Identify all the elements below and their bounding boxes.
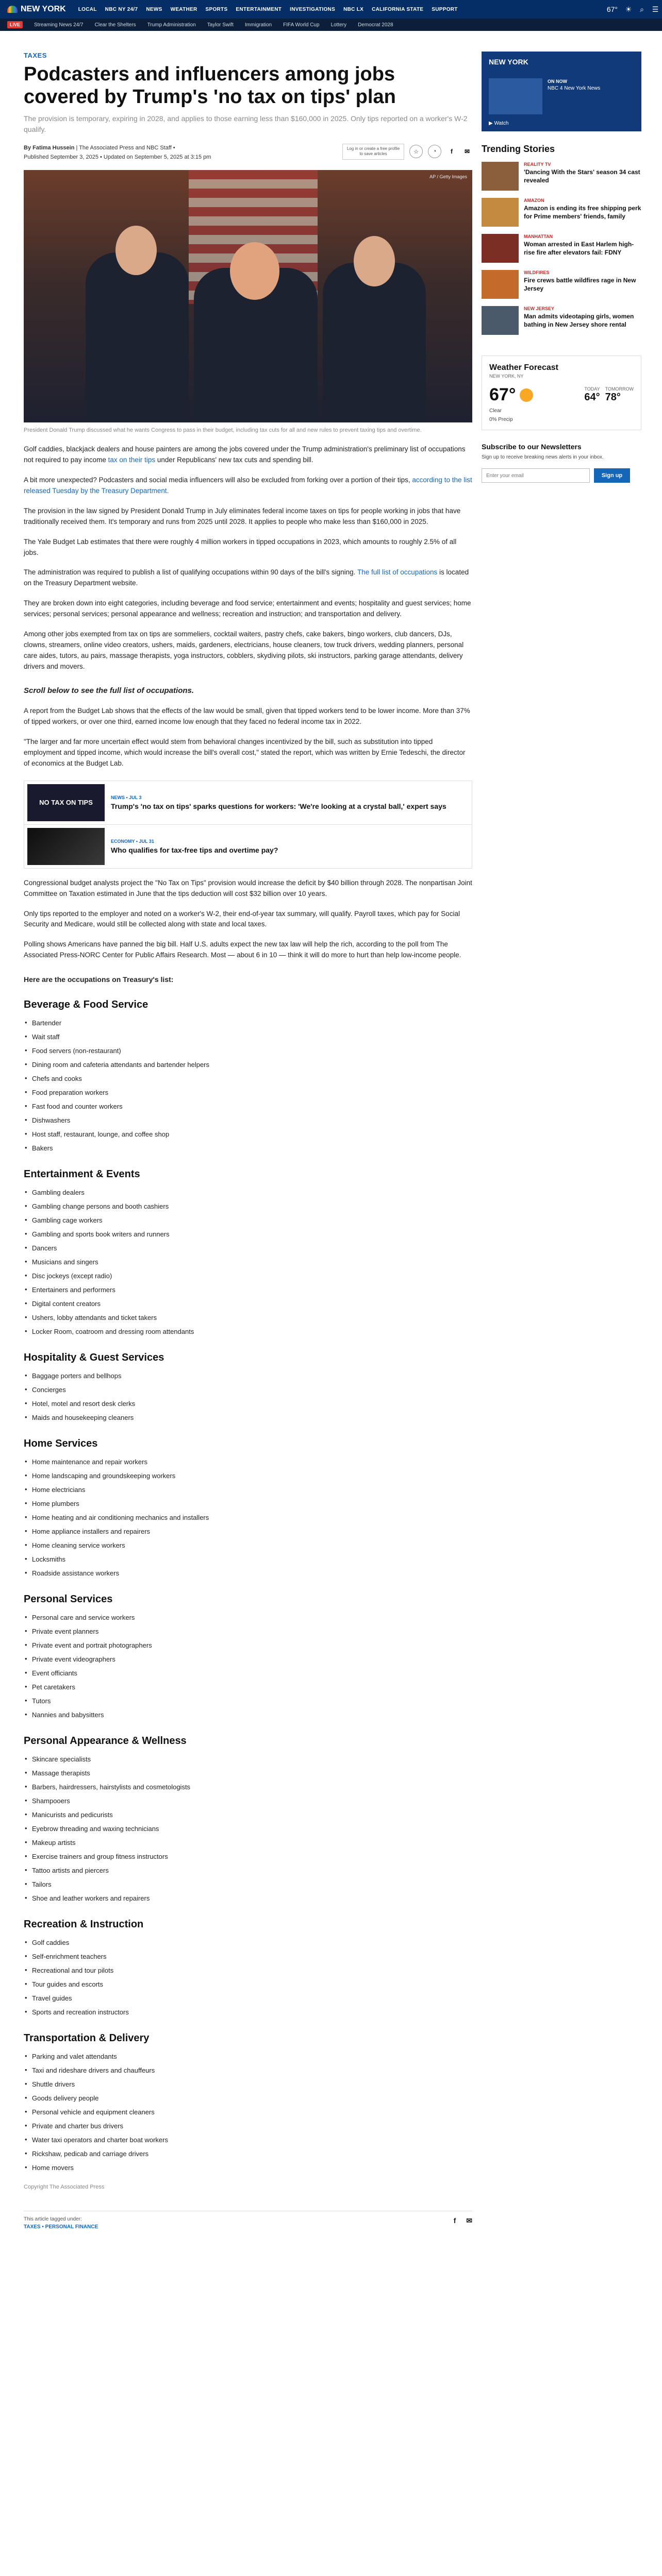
text: is located on the Treasury Department website.: [24, 568, 469, 587]
trending-text: [524, 162, 641, 191]
trending-item[interactable]: [482, 306, 641, 335]
occupation-item: • Private event and portrait photographers: [24, 1638, 472, 1652]
weather-card[interactable]: [482, 355, 641, 430]
occupation-category: Transportation & Delivery: [24, 2032, 150, 2044]
paragraph: "The larger and far more uncertain effect would stem from behavioral changes incentivized by the bill, such as substitution into tipped employment and tipped income, which would increase the bill's overall cost," stated the report, which was written by Ernie Tedeschi, the director of economics at the Budget Lab.: [24, 737, 466, 767]
occupation-item: • Recreational and tour pilots: [24, 1963, 472, 1977]
trending-link[interactable]: Immigration: [244, 22, 272, 28]
occupation-item: • Host staff, restaurant, lounge, and coffee shop: [24, 1127, 472, 1141]
bottom-share: [454, 2216, 472, 2225]
newsletter-title: Subscribe to our Newsletters: [482, 443, 582, 451]
occupation-item: • Roadside assistance workers: [24, 1566, 472, 1580]
image-credit: AP / Getty Images: [429, 174, 467, 180]
occupation-items: [24, 1752, 472, 1905]
tag-links[interactable]: TAXES • PERSONAL FINANCE: [24, 2224, 98, 2230]
occupation-item: • Tutors: [24, 1694, 472, 1708]
nav-link-weather[interactable]: WEATHER: [170, 6, 197, 12]
occupation-item: • Baggage porters and bellhops: [24, 1369, 472, 1383]
weather-precip: 0% Precip: [489, 417, 513, 422]
trending-item[interactable]: [482, 162, 641, 191]
nav-link-support[interactable]: SUPPORT: [432, 6, 458, 12]
author-name[interactable]: By Fatima Hussein: [24, 144, 75, 151]
occupation-category: Personal Appearance & Wellness: [24, 1735, 187, 1747]
occupation-item: • Dishwashers: [24, 1113, 472, 1127]
email-icon[interactable]: ✉: [466, 2216, 472, 2225]
occupation-item: • Home electricians: [24, 1483, 472, 1497]
occupation-item: • Rickshaw, pedicab and carriage drivers: [24, 2147, 472, 2161]
related-text: [111, 795, 446, 810]
person-left: [86, 252, 189, 422]
trending-link[interactable]: Trump Administration: [147, 22, 196, 28]
nav-link-nbc-lx[interactable]: NBC LX: [343, 6, 364, 12]
occupation-item: • Bartender: [24, 1016, 472, 1030]
paragraph: Congressional budget analysts project the "No Tax on Tips" provision would increase the deficit by $40 billion through 2028. The nonpartisan Joint Committee on Taxation estimated in June that the tips deduction will cost $32 billion over 10 years.: [24, 878, 472, 897]
occupation-item: • Shampooers: [24, 1794, 472, 1808]
occupation-item: • Shuttle drivers: [24, 2077, 472, 2091]
tagged-section: [24, 2211, 472, 2230]
tagged-info: [24, 2216, 98, 2230]
trending-text: [524, 198, 641, 227]
weather-location: NEW YORK, NY: [489, 374, 524, 379]
signup-button[interactable]: Sign up: [594, 468, 630, 483]
text: under Republicans' new tax cuts and spending bill.: [155, 456, 313, 464]
paragraph: Polling shows Americans have panned the big bill. Half U.S. adults expect the new tax law will help the rich, according to the poll from The Associated Press-NORC Center for Public Affairs Research. Most — about 6 in 10 — think it will do more to hurt than help low-income people.: [24, 940, 461, 959]
list-intro: Here are the occupations on Treasury's list:: [24, 975, 174, 984]
face-left: [115, 226, 157, 275]
publish-date: Published September 3, 2025 • Updated on September 5, 2025 at 3:15 pm: [24, 154, 211, 160]
occupation-item: • Bakers: [24, 1141, 472, 1155]
face-center: [230, 242, 279, 300]
save-article-prompt[interactable]: Log in or create a free profile to save articles: [342, 144, 404, 160]
occupation-item: • Maids and housekeeping cleaners: [24, 1411, 472, 1425]
top-nav: [0, 0, 662, 19]
trending-link[interactable]: Streaming News 24/7: [34, 22, 84, 28]
trending-category: WILDFIRES: [524, 270, 550, 275]
related-thumb: NO TAX ON TIPS: [27, 784, 105, 821]
trending-thumb: [482, 270, 519, 299]
paragraph: A report from the Budget Lab shows that the effects of the law would be small, given that tipped workers tend to be lower income. More than 37% of tipped workers, or over one third, earned income low enough that they faced no federal income tax in 2022.: [24, 707, 470, 726]
forecast-temp: 64°: [584, 392, 600, 403]
occupation-category: Home Services: [24, 1437, 98, 1449]
occupation-item: • Private and charter bus drivers: [24, 2119, 472, 2133]
newsletter-signup: [482, 443, 641, 483]
occupation-item: • Exercise trainers and group fitness instructors: [24, 1850, 472, 1863]
search-icon[interactable]: ⌕: [640, 5, 644, 13]
scroll-note: Scroll below to see the full list of occupations.: [24, 686, 194, 695]
occupation-item: • Home cleaning service workers: [24, 1538, 472, 1552]
weather-condition: Clear: [489, 408, 502, 414]
sidebar: [482, 52, 641, 483]
trending-category: REALITY TV: [524, 162, 551, 167]
occupation-item: • Concierges: [24, 1383, 472, 1397]
trending-headline[interactable]: Fire crews battle wildfires rage in New Jersey: [524, 277, 636, 292]
occupation-item: • Home appliance installers and repairers: [24, 1524, 472, 1538]
nav-link-entertainment[interactable]: ENTERTAINMENT: [236, 6, 282, 12]
occupation-item: • Pet caretakers: [24, 1680, 472, 1694]
article-body: [24, 444, 472, 986]
promo-brand: NEW YORK: [489, 58, 528, 66]
paragraph: [24, 475, 472, 497]
occupation-item: • Fast food and counter workers: [24, 1099, 472, 1113]
occupation-items: [24, 1611, 472, 1722]
occupation-items: [24, 1185, 472, 1338]
sun-icon: ☀: [625, 5, 632, 13]
occupation-category: Beverage & Food Service: [24, 998, 148, 1010]
occupation-item: • Parking and valet attendants: [24, 2049, 472, 2063]
email-field[interactable]: [482, 468, 590, 483]
related-article[interactable]: [24, 781, 472, 825]
occupation-items: [24, 1369, 472, 1425]
occupation-item: • Personal care and service workers: [24, 1611, 472, 1624]
trending-link[interactable]: Democrat 2028: [358, 22, 393, 28]
sun-icon: [520, 388, 533, 402]
trending-thumb: [482, 234, 519, 263]
occupation-item: • Personal vehicle and equipment cleaners: [24, 2105, 472, 2119]
trending-text: [524, 270, 641, 299]
person-right: [323, 263, 426, 422]
related-article[interactable]: [24, 825, 472, 868]
paragraph: [24, 444, 472, 466]
occupation-item: • Private event planners: [24, 1624, 472, 1638]
occupation-item: • Home maintenance and repair workers: [24, 1455, 472, 1469]
occupation-item: • Musicians and singers: [24, 1255, 472, 1269]
occupation-item: • Gambling and sports book writers and runners: [24, 1227, 472, 1241]
occupation-item: • Gambling cage workers: [24, 1213, 472, 1227]
paragraph: The provision in the law signed by President Donald Trump in July eliminates federal income taxes on tips for people working in jobs that have traditionally received them. It's temporary and runs from 2025 until 2028. It applies to people who make less than $160,000 in 2025.: [24, 506, 461, 526]
email-icon[interactable]: ✉: [464, 148, 470, 156]
occupation-items: [24, 2049, 472, 2175]
related-text: [111, 839, 278, 854]
occupation-item: • Food servers (non-restaurant): [24, 1044, 472, 1058]
text: The administration was required to publish a list of qualifying occupations within 90 days of the bill's signing.: [24, 568, 357, 577]
nav-link-news[interactable]: NEWS: [146, 6, 162, 12]
occupation-item: • Eyebrow threading and waxing technicians: [24, 1822, 472, 1836]
paragraph: Among other jobs exempted from tax on tips are sommeliers, cocktail waiters, pastry chefs, cake bakers, bingo workers, club dancers, DJs, clowns, streamers, online video creators, ushers, maids, gardeners, electricians, house cleaners, tow truck drivers, wedding planners, personal care aides, tutors, au pairs, massage therapists, yoga instructors, cobblers, skydiving pilots, ski instructors, parking garage attendants, delivery drivers and movers.: [24, 630, 464, 670]
occupation-items: [24, 1936, 472, 2019]
occupation-category: Hospitality & Guest Services: [24, 1351, 164, 1363]
related-articles: [24, 781, 472, 869]
occupation-item: • Home movers: [24, 2161, 472, 2175]
trending-headline[interactable]: Man admits videotaping girls, women bathing in New Jersey shore rental: [524, 313, 634, 328]
paragraph: The Yale Budget Lab estimates that there were roughly 4 million workers in tipped occupations in 2023, which amounts to roughly 2.5% of all jobs.: [24, 537, 457, 556]
trending-link[interactable]: FIFA World Cup: [283, 22, 320, 28]
live-stream-promo[interactable]: [482, 52, 641, 131]
occupation-item: • Digital content creators: [24, 1297, 472, 1311]
site-logo[interactable]: [7, 5, 66, 14]
section-label[interactable]: TAXES: [24, 52, 47, 59]
trending-bar: [0, 19, 662, 31]
occupation-item: • Taxi and rideshare drivers and chauffeurs: [24, 2063, 472, 2077]
occupation-item: • Hotel, motel and resort desk clerks: [24, 1397, 472, 1411]
occupation-item: • Dancers: [24, 1241, 472, 1255]
text: Golf caddies, blackjack dealers and house painters are among the jobs covered under the Trump administration's preliminary list of occupations not required to pay income: [24, 445, 466, 464]
occupation-item: • Barbers, hairdressers, hairstylists and cosmetologists: [24, 1780, 472, 1794]
face-right: [354, 236, 395, 286]
occupation-item: • Chefs and cooks: [24, 1072, 472, 1086]
occupation-item: • Dining room and cafeteria attendants and bartender helpers: [24, 1058, 472, 1072]
related-tag: NEWS • JUL 3: [111, 794, 142, 800]
occupation-item: • Sports and recreation instructors: [24, 2005, 472, 2019]
trending-category: NEW JERSEY: [524, 306, 555, 311]
facebook-icon[interactable]: f: [453, 2216, 456, 2225]
forecast-temp: 78°: [605, 392, 621, 403]
occupation-item: • Makeup artists: [24, 1836, 472, 1850]
occupation-item: • Gambling dealers: [24, 1185, 472, 1199]
occupation-category: Recreation & Instruction: [24, 1918, 144, 1930]
inline-link[interactable]: tax on their tips: [108, 456, 156, 464]
occupation-item: • Locker Room, coatroom and dressing room attendants: [24, 1325, 472, 1338]
comment-icon[interactable]: ◔: [428, 145, 441, 158]
occupation-list: [24, 999, 472, 2175]
nav-link-sports[interactable]: SPORTS: [205, 6, 228, 12]
trending-text: [524, 306, 641, 335]
weather-now: 67°: [489, 385, 516, 404]
paragraph: They are broken down into eight categories, including beverage and food service; entertainment and events; hospitality and guest services; home services; personal services; personal appearance and wellness; recreation and instruction; and transportation and delivery.: [24, 599, 471, 618]
trending-link[interactable]: Lottery: [330, 22, 347, 28]
trending-list: [482, 162, 641, 335]
trending-category: MANHATTAN: [524, 234, 553, 239]
author-org: | The Associated Press and NBC Staff •: [76, 144, 175, 151]
forecast-label: TOMORROW: [605, 386, 634, 392]
occupation-item: • Travel guides: [24, 1991, 472, 2005]
paragraph: [24, 567, 472, 589]
trending-headline[interactable]: Amazon is ending its free shipping perk for Prime members' friends, family: [524, 205, 641, 220]
forecast-tomorrow: [605, 386, 634, 403]
share-tools: [342, 144, 472, 160]
inline-link[interactable]: according to the list released Tuesday by the Treasury Department.: [24, 476, 472, 495]
occupation-category: Personal Services: [24, 1593, 113, 1605]
occupation-item: • Home landscaping and groundskeeping workers: [24, 1469, 472, 1483]
on-now-title: NBC 4 New York News: [548, 85, 601, 91]
site-logo-text: NEW YORK: [21, 5, 66, 13]
copyright: Copyright The Associated Press: [24, 2183, 105, 2190]
forecast-today: [584, 386, 600, 403]
on-now-label: ON NOW: [548, 79, 567, 84]
hero-image: [24, 170, 472, 422]
occupation-item: • Tour guides and escorts: [24, 1977, 472, 1991]
byline-row: [24, 144, 472, 162]
newsletter-desc: Sign up to receive breaking news alerts in your inbox.: [482, 454, 604, 460]
related-title[interactable]: Trump's 'no tax on tips' sparks questions for workers: 'We're looking at a crystal ball,' expert says: [111, 802, 446, 810]
occupation-item: • Private event videographers: [24, 1652, 472, 1666]
trending-text: [524, 234, 641, 263]
nav-link-investigations[interactable]: INVESTIGATIONS: [290, 6, 336, 12]
occupation-item: • Shoe and leather workers and repairers: [24, 1891, 472, 1905]
occupation-item: • Nannies and babysitters: [24, 1708, 472, 1722]
bookmark-icon[interactable]: ☆: [409, 145, 423, 158]
related-tag: ECONOMY • JUL 31: [111, 838, 154, 844]
promo-watch[interactable]: ▶ Watch: [489, 121, 509, 126]
occupation-item: • Self-enrichment teachers: [24, 1950, 472, 1963]
inline-link[interactable]: The full list of occupations: [357, 568, 438, 577]
nav-weather-temp[interactable]: 67°: [606, 5, 618, 13]
occupation-item: • Entertainers and performers: [24, 1283, 472, 1297]
related-title[interactable]: Who qualifies for tax-free tips and overtime pay?: [111, 845, 278, 854]
occupation-item: • Tattoo artists and piercers: [24, 1863, 472, 1877]
headline: Podcasters and influencers among jobs covered by Trump's 'no tax on tips' plan: [24, 63, 396, 108]
occupation-item: • Tailors: [24, 1877, 472, 1891]
nav-link-california[interactable]: CALIFORNIA STATE: [372, 6, 424, 12]
trending-headline[interactable]: Woman arrested in East Harlem high-rise fire after elevators fail: FDNY: [524, 241, 634, 256]
occupation-item: • Massage therapists: [24, 1766, 472, 1780]
image-caption: President Donald Trump discussed what he wants Congress to pass in their budget, including tax cuts for all and new rules to prevent taxing tips and overtime.: [24, 427, 422, 434]
trending-category: AMAZON: [524, 198, 544, 203]
tagged-label: This article tagged under:: [24, 2216, 82, 2222]
trending-thumb: [482, 198, 519, 227]
weather-forecast: [584, 386, 634, 403]
dek: The provision is temporary, expiring in 2028, and applies to those earning less than $160,000 in 2025. Only tips reported on a worker's W-2 qualify.: [24, 114, 468, 133]
byline: [24, 144, 211, 162]
occupation-item: • Manicurists and pedicurists: [24, 1808, 472, 1822]
trending-title: Trending Stories: [482, 144, 555, 154]
occupation-item: • Disc jockeys (except radio): [24, 1269, 472, 1283]
occupation-item: • Gambling change persons and booth cashiers: [24, 1199, 472, 1213]
forecast-label: TODAY: [584, 386, 600, 392]
live-badge: LIVE: [7, 21, 23, 28]
occupation-item: • Goods delivery people: [24, 2091, 472, 2105]
occupation-items: [24, 1016, 472, 1155]
occupation-item: • Golf caddies: [24, 1936, 472, 1950]
trending-item[interactable]: [482, 198, 641, 227]
newsletter-form: [482, 468, 641, 483]
nav-link-local[interactable]: LOCAL: [78, 6, 97, 12]
article: [24, 52, 472, 2230]
paragraph: Only tips reported to the employer and noted on a worker's W-2, their end-of-year tax summary, will qualify. Payroll taxes, which pay for Social Security and Medicare, would still be collected along with state and local taxes.: [24, 909, 460, 928]
menu-icon[interactable]: ☰: [652, 5, 659, 13]
trending-thumb: [482, 162, 519, 191]
occupation-item: • Ushers, lobby attendants and ticket takers: [24, 1311, 472, 1325]
trending-thumb: [482, 306, 519, 335]
nav-links: [78, 7, 458, 12]
nav-link-nbc-ny[interactable]: NBC NY 24/7: [105, 6, 138, 12]
weather-row: [489, 385, 634, 405]
occupation-item: • Food preparation workers: [24, 1086, 472, 1099]
occupation-item: • Water taxi operators and charter boat workers: [24, 2133, 472, 2147]
trending-link[interactable]: Taylor Swift: [207, 22, 234, 28]
promo-thumbnail: [489, 78, 542, 114]
weather-title: Weather Forecast: [489, 363, 558, 372]
occupation-item: • Home plumbers: [24, 1497, 472, 1511]
occupation-items: [24, 1455, 472, 1580]
occupation-item: • Locksmiths: [24, 1552, 472, 1566]
related-thumb: [27, 828, 105, 865]
trending-headline[interactable]: 'Dancing With the Stars' season 34 cast revealed: [524, 168, 640, 184]
occupation-category: Entertainment & Events: [24, 1168, 140, 1180]
trending-item[interactable]: [482, 234, 641, 263]
occupation-item: • Event officiants: [24, 1666, 472, 1680]
promo-on-now: [548, 78, 600, 92]
nbc-peacock-icon: [7, 6, 18, 13]
trending-link[interactable]: Clear the Shelters: [94, 22, 136, 28]
occupation-item: • Home heating and air conditioning mechanics and installers: [24, 1511, 472, 1524]
text: A bit more unexpected? Podcasters and social media influencers will also be excluded from forking over a portion of their tips,: [24, 476, 412, 484]
occupation-item: • Skincare specialists: [24, 1752, 472, 1766]
trending-item[interactable]: [482, 270, 641, 299]
occupation-item: • Wait staff: [24, 1030, 472, 1044]
facebook-icon[interactable]: f: [451, 148, 453, 156]
